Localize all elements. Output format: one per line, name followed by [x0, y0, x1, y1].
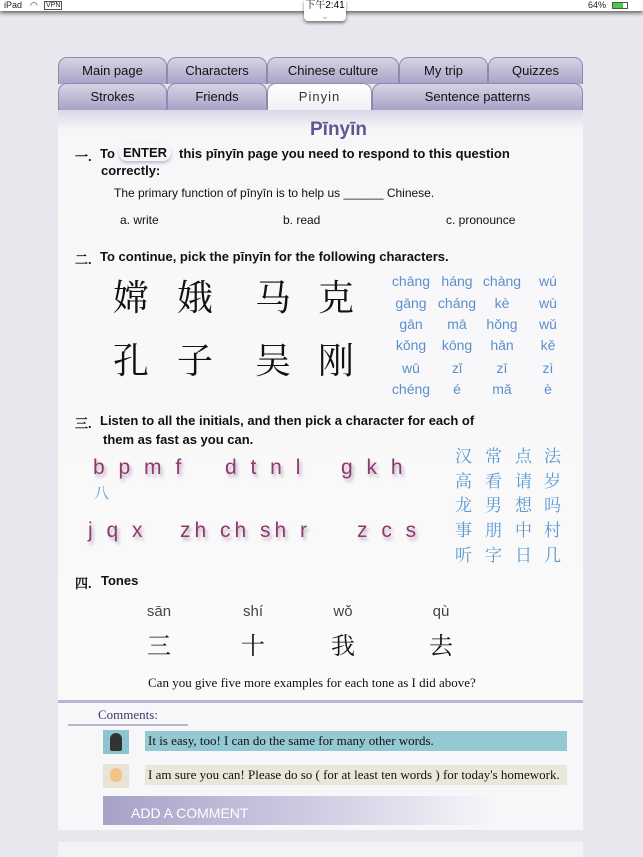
- character-option[interactable]: 村: [544, 521, 561, 541]
- tone-character: 我: [331, 632, 355, 660]
- pinyin-option[interactable]: hǒng: [486, 316, 518, 332]
- pinyin-option[interactable]: chàng: [482, 273, 522, 289]
- pinyin-option[interactable]: é: [453, 381, 461, 397]
- character-option[interactable]: 法: [544, 447, 561, 467]
- character-option[interactable]: 事: [455, 521, 472, 541]
- character-option[interactable]: 想: [515, 496, 532, 516]
- pinyin-option[interactable]: cháng: [437, 295, 477, 311]
- tones-prompt: Can you give five more examples for each tone as I did above?: [148, 675, 476, 690]
- q1-number: 一.: [75, 149, 92, 164]
- pinyin-option[interactable]: zī: [496, 360, 508, 376]
- tab-strokes[interactable]: Strokes: [58, 83, 167, 110]
- q1-text-2: correctly:: [101, 163, 161, 178]
- avatar-teacher: [103, 764, 129, 788]
- pinyin-option[interactable]: mā: [447, 316, 467, 332]
- q2-number: 二.: [75, 252, 92, 267]
- character-option[interactable]: 常: [485, 447, 502, 467]
- tone-pinyin: shí: [242, 603, 263, 620]
- character-option[interactable]: 日: [515, 546, 532, 566]
- battery-icon: [612, 2, 628, 9]
- tab-chinese-culture[interactable]: Chinese culture: [267, 57, 399, 84]
- tab-pinyin[interactable]: Pinyin: [267, 83, 372, 110]
- initials-group[interactable]: j q x: [88, 519, 147, 542]
- pinyin-option[interactable]: chéng: [391, 381, 431, 397]
- character-option[interactable]: 龙: [455, 496, 472, 516]
- initials-group[interactable]: zh ch sh r: [180, 519, 312, 542]
- character-option[interactable]: 几: [544, 546, 561, 566]
- option-a[interactable]: a. write: [120, 213, 159, 227]
- character-option[interactable]: 汉: [455, 447, 472, 467]
- tab-main-page[interactable]: Main page: [58, 57, 167, 84]
- add-comment-button[interactable]: ADD A COMMENT: [103, 796, 567, 825]
- character-option[interactable]: 男: [485, 496, 502, 516]
- tab-characters[interactable]: Characters: [167, 57, 267, 84]
- q2-text: To continue, pick the pīnyīn for the following characters.: [100, 249, 449, 264]
- pinyin-option[interactable]: zì: [542, 360, 554, 376]
- comments-label: Comments:: [98, 707, 158, 722]
- character-option[interactable]: 吗: [544, 496, 561, 516]
- comment-1: It is easy, too! I can do the same for many other words.: [145, 731, 567, 751]
- character: 孔: [113, 341, 150, 382]
- initials-group[interactable]: b p m f: [93, 456, 186, 479]
- tone-pinyin: sān: [146, 603, 172, 620]
- character-option[interactable]: 请: [515, 472, 532, 492]
- character-option[interactable]: 听: [455, 546, 472, 566]
- enter-button[interactable]: ENTER: [119, 144, 171, 161]
- clock: 下午2:41: [305, 0, 345, 11]
- wifi-icon: ◠: [30, 0, 38, 10]
- pinyin-option[interactable]: hān: [490, 337, 514, 353]
- character: 嫦: [113, 278, 150, 319]
- character-option[interactable]: 字: [485, 546, 502, 566]
- vpn-badge: VPN: [46, 2, 61, 9]
- q1-text-pre: To: [100, 146, 115, 161]
- pinyin-option[interactable]: kǒng: [395, 337, 427, 353]
- pinyin-option[interactable]: gāng: [395, 295, 427, 311]
- initials-group[interactable]: z c s: [357, 519, 421, 542]
- character-option[interactable]: 看: [485, 472, 502, 492]
- pinyin-option[interactable]: zǐ: [451, 360, 463, 376]
- comment-2: I am sure you can! Please do so ( for at least ten words ) for today's homework.: [145, 765, 567, 785]
- battery-label: 64%: [588, 0, 607, 10]
- pinyin-option[interactable]: háng: [441, 273, 473, 289]
- character-option[interactable]: 朋: [485, 521, 502, 541]
- character-option[interactable]: 点: [515, 447, 532, 467]
- tone-pinyin: wǒ: [333, 603, 353, 620]
- character: 子: [177, 341, 214, 382]
- notification-pull-tab[interactable]: [304, 0, 346, 21]
- character-option[interactable]: 岁: [544, 472, 561, 492]
- pinyin-option[interactable]: wǔ: [539, 316, 557, 332]
- page-title: Pīnyīn: [310, 119, 368, 140]
- device-label: iPad: [4, 0, 23, 10]
- tab-friends[interactable]: Friends: [167, 83, 267, 110]
- pinyin-option[interactable]: è: [544, 381, 552, 397]
- pinyin-option[interactable]: kě: [540, 337, 556, 353]
- character: 娥: [177, 278, 214, 319]
- tone-character: 十: [241, 632, 265, 660]
- tab-my-trip[interactable]: My trip: [399, 57, 488, 84]
- pinyin-option[interactable]: wú: [539, 273, 557, 289]
- pinyin-option[interactable]: kè: [494, 295, 510, 311]
- pinyin-option[interactable]: wū: [402, 360, 420, 376]
- option-c[interactable]: c. pronounce: [446, 213, 516, 227]
- character-option[interactable]: 高: [455, 472, 472, 492]
- character: 马: [255, 278, 292, 319]
- q4-title: Tones: [101, 573, 139, 588]
- tab-quizzes[interactable]: Quizzes: [488, 57, 583, 84]
- q3-number: 三.: [75, 416, 92, 431]
- avatar-student: [103, 730, 129, 754]
- q1-text: this pīnyīn page you need to respond to this question: [179, 146, 510, 161]
- q4-number: 四.: [75, 576, 92, 591]
- pinyin-option[interactable]: kōng: [441, 337, 473, 353]
- q3-text: Listen to all the initials, and then pick a character for each of: [100, 413, 475, 428]
- picked-character: 八: [94, 484, 110, 502]
- tone-character: 三: [147, 632, 171, 660]
- q1-question: The primary function of pīnyīn is to help us ______ Chinese.: [114, 186, 435, 200]
- chevron-down-icon: ⌄: [320, 11, 330, 22]
- tab-sentence-patterns[interactable]: Sentence patterns: [372, 83, 583, 110]
- character: 吴: [255, 341, 292, 382]
- pinyin-option[interactable]: mǎ: [492, 381, 512, 397]
- initials-group[interactable]: g k h: [341, 456, 407, 479]
- character: 克: [318, 278, 355, 319]
- character-option[interactable]: 中: [515, 521, 532, 541]
- tone-character: 去: [429, 632, 453, 660]
- pinyin-option[interactable]: gān: [399, 316, 423, 332]
- q3-text-2: them as fast as you can.: [103, 432, 254, 447]
- pinyin-option[interactable]: chāng: [391, 273, 431, 289]
- initials-group[interactable]: d t n l: [225, 456, 305, 479]
- tone-pinyin: qù: [432, 603, 450, 620]
- character: 刚: [318, 341, 355, 382]
- option-b[interactable]: b. read: [283, 213, 321, 227]
- pinyin-option[interactable]: wù: [539, 295, 557, 311]
